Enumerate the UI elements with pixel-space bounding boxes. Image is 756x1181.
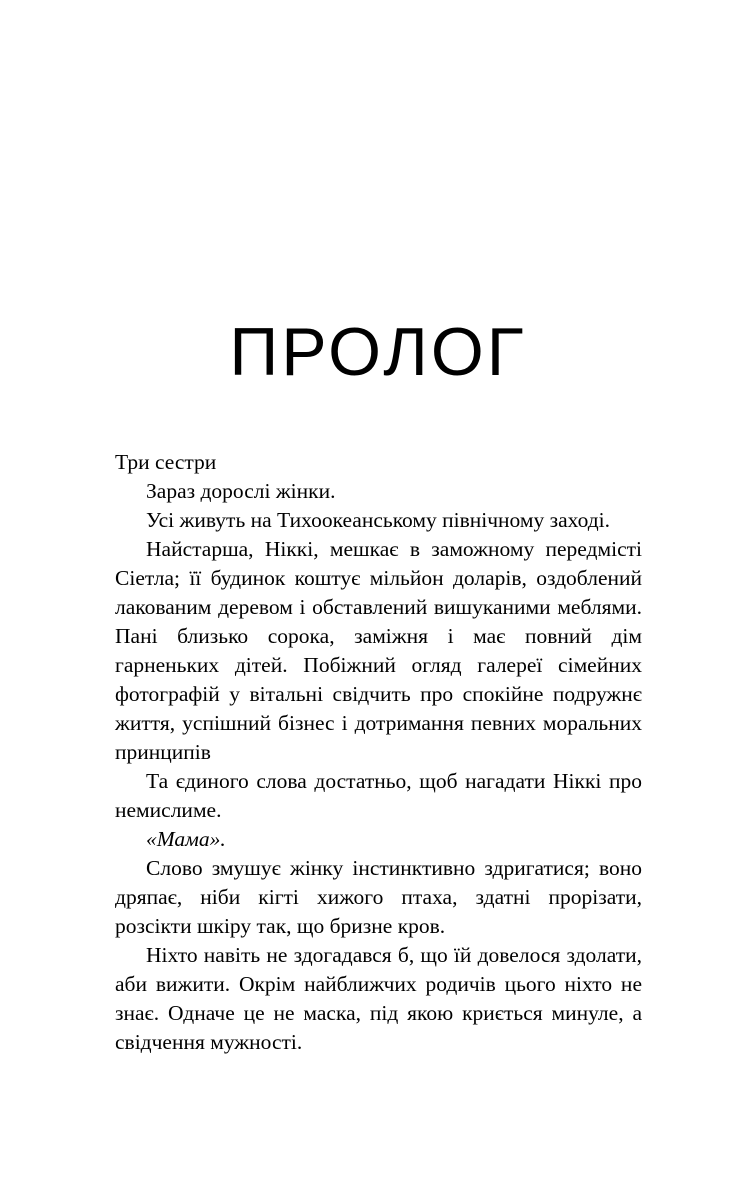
chapter-title: ПРОЛОГ bbox=[229, 314, 527, 390]
paragraph: Та єдиного слова достатньо, щоб нагадати Ніккі про немислиме. bbox=[115, 769, 642, 822]
body-text bbox=[115, 448, 642, 1057]
paragraph: «Мама». bbox=[146, 827, 226, 851]
paragraph: Зараз дорослі жінки. bbox=[146, 479, 336, 503]
paragraph: Три сестри bbox=[115, 450, 217, 474]
paragraph: Ніхто навіть не здогадався б, що їй довелося здолати, аби вижити. Окрім найближчих родичів цього ніхто не знає. Одначе це не маска, під якою криється минуле, а свідчення мужності. bbox=[115, 943, 642, 1054]
paragraph: Найстарша, Ніккі, мешкає в заможному передмісті Сіетла; її будинок коштує мільйон доларів, оздоблений лакованим деревом і обставлений вишуканими меблями. Пані близько сорока, заміжня і має повний дім гарненьких дітей. Побіжний огляд галереї сімейних фотографій у вітальні свідчить про спокійне подружнє життя, успішний бізнес і дотримання певних моральних принципів bbox=[115, 537, 642, 764]
paragraph: Слово змушує жінку інстинктивно здригатися; воно дряпає, ніби кігті хижого птаха, здатні прорізати, розсікти шкіру так, що бризне кров. bbox=[115, 856, 642, 938]
paragraph: Усі живуть на Тихоокеанському північному заході. bbox=[146, 508, 611, 532]
